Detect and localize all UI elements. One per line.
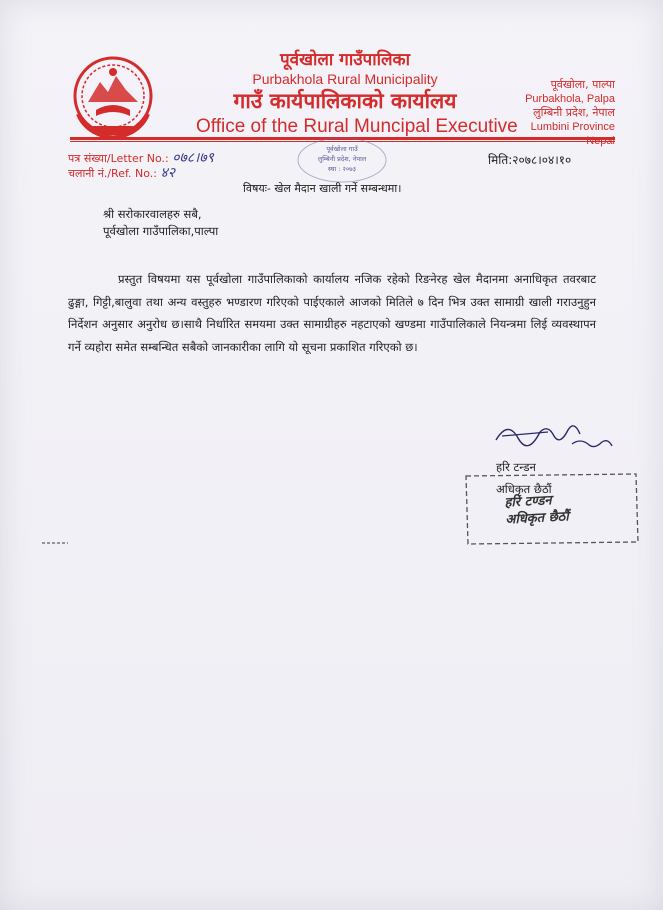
seal-line3: स्था : २०७३ <box>327 165 357 173</box>
letterhead-title <box>180 50 510 113</box>
nepal-emblem-icon <box>68 52 158 144</box>
stamp-title: अधिकृत छैठौं <box>505 509 570 528</box>
scan-artifact <box>40 540 70 546</box>
seal-line1: पूर्वखोला गाउँ <box>326 145 358 153</box>
location-nepali: पूर्वखोला, पाल्पा <box>550 78 615 91</box>
handwritten-signature <box>488 410 618 460</box>
ref-no-value: ४२ <box>160 165 176 181</box>
municipality-name-nepali: पूर्वखोला गाउँपालिका <box>279 50 410 70</box>
stamp-name: हरि टण्डन <box>504 493 552 511</box>
ref-number <box>68 163 175 182</box>
recipient-line-1: श्री सरोकारवालहरु सबै, <box>103 207 202 221</box>
location-english: Purbakhola, Palpa <box>525 93 615 105</box>
province-nepali: लुम्बिनी प्रदेश, नेपाल <box>533 106 615 119</box>
signature-stamp-text <box>504 491 569 528</box>
signatory-name: हरि टन्डन <box>496 460 536 474</box>
letter-date: मिति:२०७८।०४।१० <box>488 153 572 167</box>
office-seal-stamp <box>295 135 390 185</box>
province-english: Lumbini Province <box>530 121 615 133</box>
signatory-title: अधिकृत छैठौं <box>496 482 552 496</box>
recipient-line-2: पूर्वखोला गाउँपालिका,पाल्पा <box>103 224 219 238</box>
letter-subject: विषयः- खेल मैदान खाली गर्ने सम्बन्धमा। <box>243 182 402 195</box>
letter-no-value: ०७८।७९ <box>172 150 214 166</box>
seal-line2: लुम्बिनी प्रदेश, नेपाल <box>317 155 367 163</box>
municipality-name-english: Purbakhola Rural Municipality <box>252 71 438 87</box>
letter-body: प्रस्तुत विषयमा यस पूर्वखोला गाउँपालिकाको कार्यालय नजिक रहेको रिङनेरह खेल मैदानमा अनाधिकृत तवरबाट ढुङ्गा, गिट्टी,बालुवा तथा अन्य वस्तुहरु भण्डारण गरिएको पाईएकाले आजको मितिले ७ दिन भित्र उक्त सामाग्री खाली गराउनुहुन निर्देशन अनुसार अनुरोध छ।साथै निर्धारित समयमा उक्त सामाग्रीहरु नहटाएको खण्डमा गाउँपालिकाले नियन्त्रमा लिई व्यवस्थापन गर्ने व्यहोरा समेत सम्बन्धित सबैको जानकारीका लागि यो सूचना प्रकाशित गरिएको छ। <box>68 272 596 354</box>
office-name-nepali: गाउँ कार्यपालिकाको कार्यालय <box>233 89 457 113</box>
recipient-address <box>103 206 218 240</box>
letter-no-label: पत्र संख्या/Letter No.: <box>68 152 169 165</box>
ref-no-label: चलानी नं./Ref. No.: <box>68 167 157 180</box>
office-name-english: Office of the Rural Muncipal Executive <box>196 116 518 137</box>
